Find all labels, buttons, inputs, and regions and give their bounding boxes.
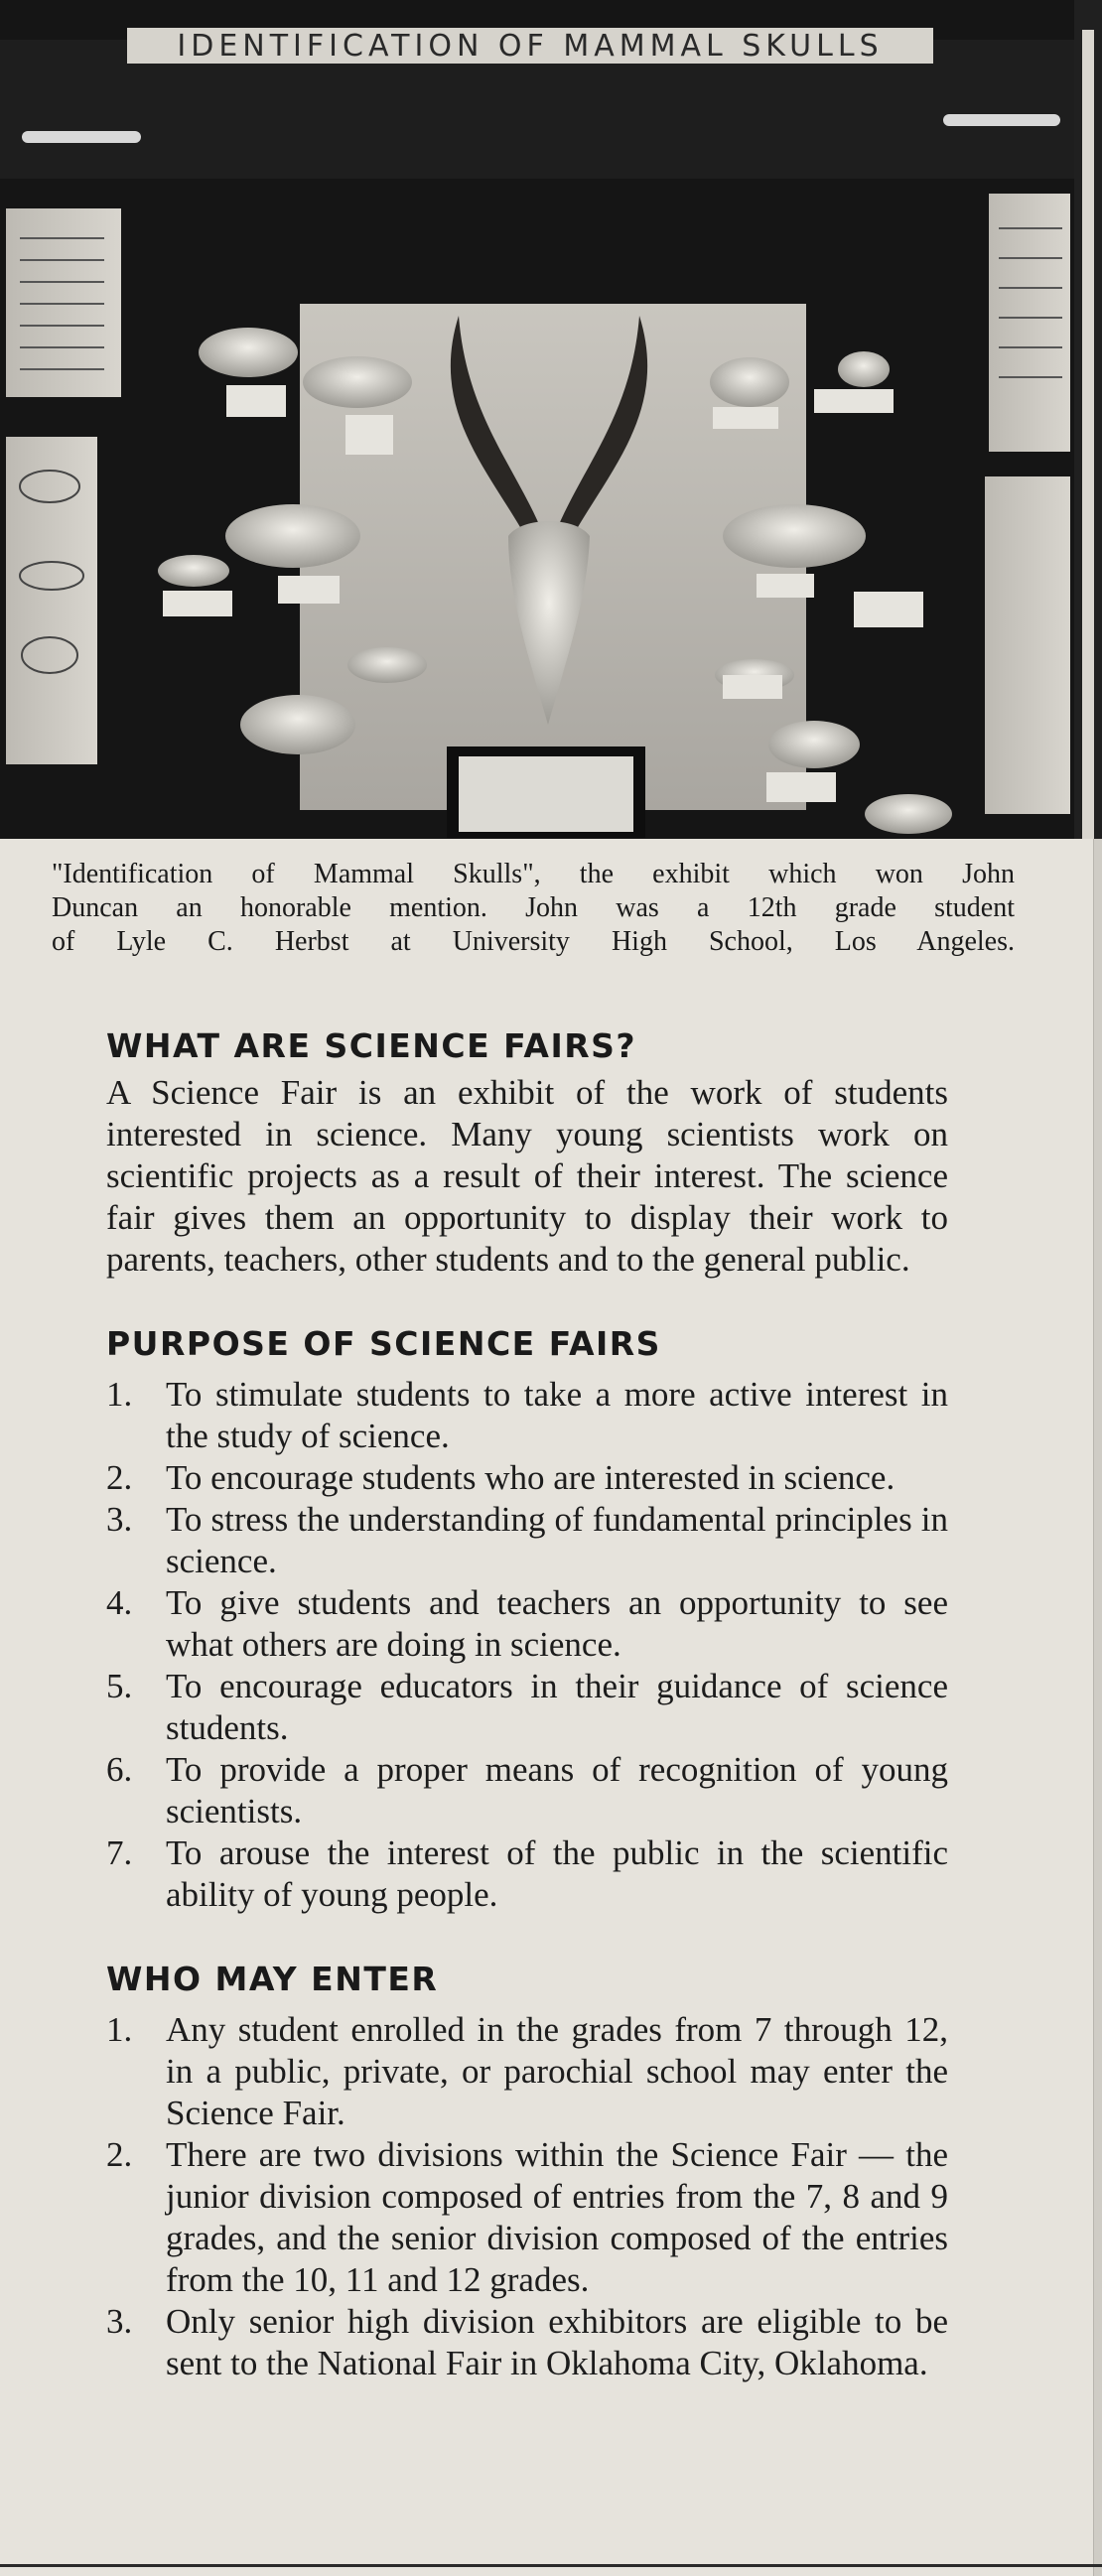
section-heading: WHO MAY ENTER [106, 1960, 439, 1998]
list-text: To provide a proper means of recognition of young scientists. [166, 1750, 948, 1830]
list-number: 1. [106, 1375, 133, 1414]
list-item [106, 2301, 948, 2384]
bottom-divider [0, 2564, 1102, 2567]
list-number: 3. [106, 2302, 133, 2341]
section-purpose [106, 1320, 948, 1916]
section-heading: PURPOSE OF SCIENCE FAIRS [106, 1324, 661, 1363]
purpose-list [106, 1374, 948, 1916]
photo-caption [52, 858, 1015, 959]
list-text: Only senior high division exhibitors are eligible to be sent to the National Fair in Oklahoma City, Oklahoma. [166, 2302, 948, 2382]
list-number: 6. [106, 1750, 133, 1789]
list-text: To encourage students who are interested in science. [166, 1458, 895, 1497]
list-item [106, 2134, 948, 2301]
list-number: 3. [106, 1500, 133, 1539]
list-text: To stress the understanding of fundamental principles in science. [166, 1500, 948, 1580]
list-text: Any student enrolled in the grades from 7 through 12, in a public, private, or parochial school may enter the Science Fair. [166, 2010, 948, 2132]
list-number: 5. [106, 1667, 133, 1705]
entry-list [106, 2009, 948, 2384]
caption-line: Duncan an honorable mention. John was a 12th grade student [52, 892, 1015, 923]
list-text: To stimulate students to take a more active interest in the study of science. [166, 1375, 948, 1455]
list-text: To arouse the interest of the public in the scientific ability of young people. [166, 1833, 948, 1914]
section-paragraph: A Science Fair is an exhibit of the work of students interested in science. Many young scientists work on scientific projects as a result of their interest. The science fair gives them an opportunity to display their work to parents, teachers, other students and to the general public. [106, 1073, 948, 1279]
list-item [106, 1499, 948, 1582]
exhibit-banner-text: IDENTIFICATION OF MAMMAL SKULLS [177, 29, 884, 64]
exhibit-photo [0, 0, 1074, 839]
caption-line: "Identification of Mammal Skulls", the exhibit which won John [52, 859, 1015, 889]
list-number: 4. [106, 1583, 133, 1622]
list-number: 1. [106, 2010, 133, 2049]
list-text: To encourage educators in their guidance of science students. [166, 1667, 948, 1747]
article-body [106, 1022, 948, 2424]
list-item [106, 1666, 948, 1749]
list-text: There are two divisions within the Science Fair — the junior division composed of entries from the 7, 8 and 9 grades, and the senior division composed of the entries from the 10, 11 and 12 grades. [166, 2135, 948, 2299]
list-item [106, 2009, 948, 2134]
section-what-are-science-fairs [106, 1022, 948, 1281]
list-item [106, 1832, 948, 1916]
list-number: 2. [106, 1458, 133, 1497]
binding-strip [1074, 0, 1102, 839]
list-item [106, 1749, 948, 1832]
page-edge [1093, 839, 1102, 2576]
section-heading: WHAT ARE SCIENCE FAIRS? [106, 1026, 637, 1065]
caption-line: of Lyle C. Herbst at University High School, Los Angeles. [52, 926, 1015, 957]
section-who-may-enter [106, 1956, 948, 2384]
list-item [106, 1374, 948, 1457]
list-number: 2. [106, 2135, 133, 2174]
mammal-skulls-exhibit-image [0, 0, 1074, 839]
list-text: To give students and teachers an opportunity to see what others are doing in science. [166, 1583, 948, 1664]
list-number: 7. [106, 1833, 133, 1872]
list-item [106, 1457, 948, 1499]
list-item [106, 1582, 948, 1666]
